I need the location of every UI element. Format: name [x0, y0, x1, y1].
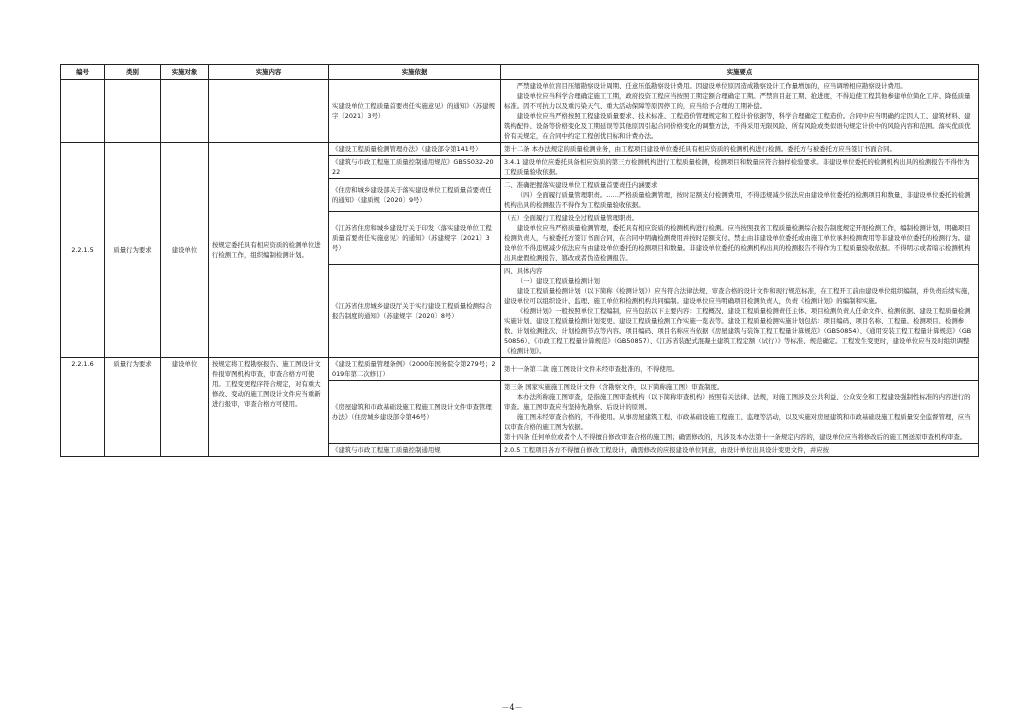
- header-number: 编号: [61, 65, 105, 80]
- points-cell: [501, 444, 979, 457]
- basis-cell: 《江苏省住房和城乡建设厅关于印发〈落实建设单位工程质量首要责任实施意见〉的通知》（苏建规字〔2021〕3号）: [329, 212, 501, 265]
- point-paragraph: 四、具体内容: [504, 267, 543, 275]
- item-content: 按规定委托具有相应资质的检测单位进行检测工作，组织编制检测计划。: [209, 143, 329, 358]
- point-paragraph: 《检测计划》一般按照单位工程编制，应当包括以下主要内容：工程概况、建设工程质量检测责任主体、项目检测负责人任命文件、检测依据、建设工程质量检测实施计划、建设工程质量检测计划变更、建设工程质量检测工作实施一览表等。建设工程质量检测实施计划包括：项目编码、项目名称、工程量、检测项目、检测参数、计划检测批次、计划检测节点等内容。项目编码、项目名称应当依据《房屋建筑与装饰工程工程量计算规范》（GB50854）、《通用安装工程工程量计算规范》（GB50856）、《市政工程工程量计算规范》（GB50857）、《江苏省装配式混凝土建筑工程定额（试行）》等标准、规范确定。工程发生变更时，建设单位应当及时组织调整《检测计划》。: [504, 307, 972, 355]
- table-row: [61, 143, 979, 156]
- points-cell: [501, 212, 979, 265]
- item-number: 2.2.1.6: [61, 358, 105, 457]
- basis-cell: 实建设单位工程质量首要责任实施意见）的通知》（苏建规字〔2021〕3号）: [329, 80, 501, 143]
- item-target: 建设单位: [161, 358, 209, 457]
- point-paragraph: 3.4.1 建设单位应委托具备相应资质的第三方检测机构进行工程质量检测，检测项目和数量应符合抽样检验要求。非建设单位委托的检测机构出具的检测报告不得作为工程质量验收依据。: [504, 158, 970, 176]
- point-paragraph: 建设单位应当严格质量检测管理，委托具有相应资质的检测机构进行检测。应当按照我省工程质量检测综合报告制度规定开展检测工作，编制检测计划，明确项目检测负责人，与被委托方签订书面合同，在合同中明确检测费用并按时足额支付。禁止由非建设单位委托或由施工单位承担检测费用等非建设单位委托的检测行为。建设单位不得违规减少依法应当由建设单位委托的检测项目和数量。非建设单位委托的检测机构出具的检测报告不得作为工程质量验收依据。不得明示或者暗示检测机构出具虚假检测报告，篡改或者伪造检测报告。: [504, 224, 971, 262]
- item-target: 建设单位: [161, 143, 209, 358]
- point-paragraph: 严禁建设单位盲目压缩勘察设计周期、任意压低勘察设计费用。因建设单位原因造成勘察设计工作量增加的，应当调增相应勘察设计费用。: [516, 82, 907, 90]
- points-cell: [501, 381, 979, 444]
- point-paragraph: （四）全面履行质量管理职责。……严格质量检测管理，按时足额支付检测费用，不得违规减少依法应由建设单位委托的检测项目和数量，非建设单位委托的检测机构出具的检测报告不得作为工程质量验收依据。: [504, 191, 971, 209]
- table-row: [61, 358, 979, 381]
- header-points: 实施要点: [501, 65, 979, 80]
- basis-cell: 《建设工程质量管理条例》（2000年国务院令第279号；2019年第二次修订）: [329, 358, 501, 381]
- standards-table: [60, 64, 979, 457]
- points-cell: [501, 143, 979, 156]
- points-cell: [501, 358, 979, 381]
- basis-cell: 《建筑与市政工程施工质量控制通用规: [329, 444, 501, 457]
- point-paragraph: 建设单位应当科学合理确定施工工期，政府投资工程应当按照工期定额合理确定工期。严禁盲目赶工期、抢进度，不得迫使工程其他参建单位简化工序、降低质量标准。因不可抗力以及重污染天气、重大活动保障等原因停工的，应当给予合理的工期补偿。: [504, 92, 971, 110]
- header-target: 实施对象: [161, 65, 209, 80]
- point-paragraph: 施工图未经审查合格的，不得使用。从事房屋建筑工程、市政基础设施工程施工、监理等活动，以及实施对房屋建筑和市政基础设施工程质量安全监督管理，应当以审查合格的施工图为依据。: [504, 413, 971, 431]
- header-content: 实施内容: [209, 65, 329, 80]
- item-content: 按规定将工程勘察报告、施工图设计文件报审图机构审查，审查合格方可使用。工程变更程序符合规定，对有重大修改、变动的施工图设计文件应当重新进行报审，审查合格方可使用。: [209, 358, 329, 457]
- point-paragraph: 第三条 国家实施施工图设计文件（含勘察文件，以下简称施工图）审查制度。: [504, 383, 724, 391]
- table-header-row: [61, 65, 979, 80]
- point-paragraph: （五）全面履行工程建设全过程质量管理职责。: [504, 214, 639, 222]
- points-cell: [501, 179, 979, 212]
- page-number: －4－: [501, 703, 523, 712]
- point-paragraph: 本办法所称施工图审查，是指施工图审查机构（以下简称审查机构）按照有关法律、法规，对施工图涉及公共利益、公众安全和工程建设强制性标准的内容进行的审查。施工图审查应当坚持先勘察、后设计的原则。: [504, 393, 971, 411]
- header-category: 类别: [105, 65, 161, 80]
- point-paragraph: 二、准确把握落实建设单位工程质量首要责任内涵要求: [504, 181, 658, 189]
- point-paragraph: （一）建设工程质量检测计划: [516, 277, 600, 285]
- point-paragraph: 2.0.5 工程项目各方不得擅自修改工程设计，确需修改的应报建设单位同意，由设计单位出具设计变更文件，并应按: [504, 446, 830, 454]
- basis-cell: 《江苏省住房城乡建设厅关于实行建设工程质量检测综合报告制度的通知》（苏建规字〔2020〕8号）: [329, 265, 501, 358]
- header-basis: 实施依据: [329, 65, 501, 80]
- item-category: 质量行为要求: [105, 358, 161, 457]
- point-paragraph: 第十二条 本办法规定的质量检测业务，由工程项目建设单位委托具有相应资质的检测机构进行检测。委托方与被委托方应当签订书面合同。: [504, 145, 896, 153]
- basis-cell: 《建筑与市政工程施工质量控制通用规范》GB55032-2022: [329, 156, 501, 179]
- point-paragraph: 第十四条 任何单位或者个人不得擅自修改审查合格的施工图；确需修改的，凡涉及本办法第十一条规定内容的，建设单位应当将修改后的施工图送原审查机构审查。: [504, 433, 967, 441]
- point-paragraph: 建设工程质量检测计划（以下简称《检测计划》）应当符合法律法规、审查合格的设计文件和现行规范标准，在工程开工前由建设单位组织编制，并负责后续实施，建设单位可以组织设计、监理、施工单位和检测机构共同编制。建设单位应当明确项目检测负责人，负责《检测计划》的编制和实施。: [504, 287, 974, 305]
- table-row: [61, 80, 979, 143]
- points-cell: [501, 80, 979, 143]
- item-number: 2.2.1.5: [61, 143, 105, 358]
- basis-cell: 《建设工程质量检测管理办法》（建设部令第141号）: [329, 143, 501, 156]
- document-page: [60, 64, 978, 457]
- points-cell: [501, 156, 979, 179]
- item-category: 质量行为要求: [105, 143, 161, 358]
- basis-cell: 《房屋建筑和市政基础设施工程施工图设计文件审查管理办法》（住房城乡建设部令第46号）: [329, 381, 501, 444]
- point-paragraph: 第十一条第二款 施工图设计文件未经审查批准的，不得使用。: [504, 365, 679, 373]
- points-cell: [501, 265, 979, 358]
- basis-cell: 《住房和城乡建设部关于落实建设单位工程质量首要责任的通知》（建质规〔2020〕9号）: [329, 179, 501, 212]
- point-paragraph: 建设单位应当严格按照工程建设质量要求、技术标准、工程造价管理规定和工程计价依据等，科学合理确定工程造价。合同中应当明确约定因人工、建筑材料、建筑构配件、设备等价格变化及工期延误等其他原因引起合同价格变化的调整方法，不得采用无限风险、所有风险或类似语句规定计价中的风险内容和范围。落实优质优价有关规定，在合同中约定工程创优目标和计费办法。: [504, 112, 971, 140]
